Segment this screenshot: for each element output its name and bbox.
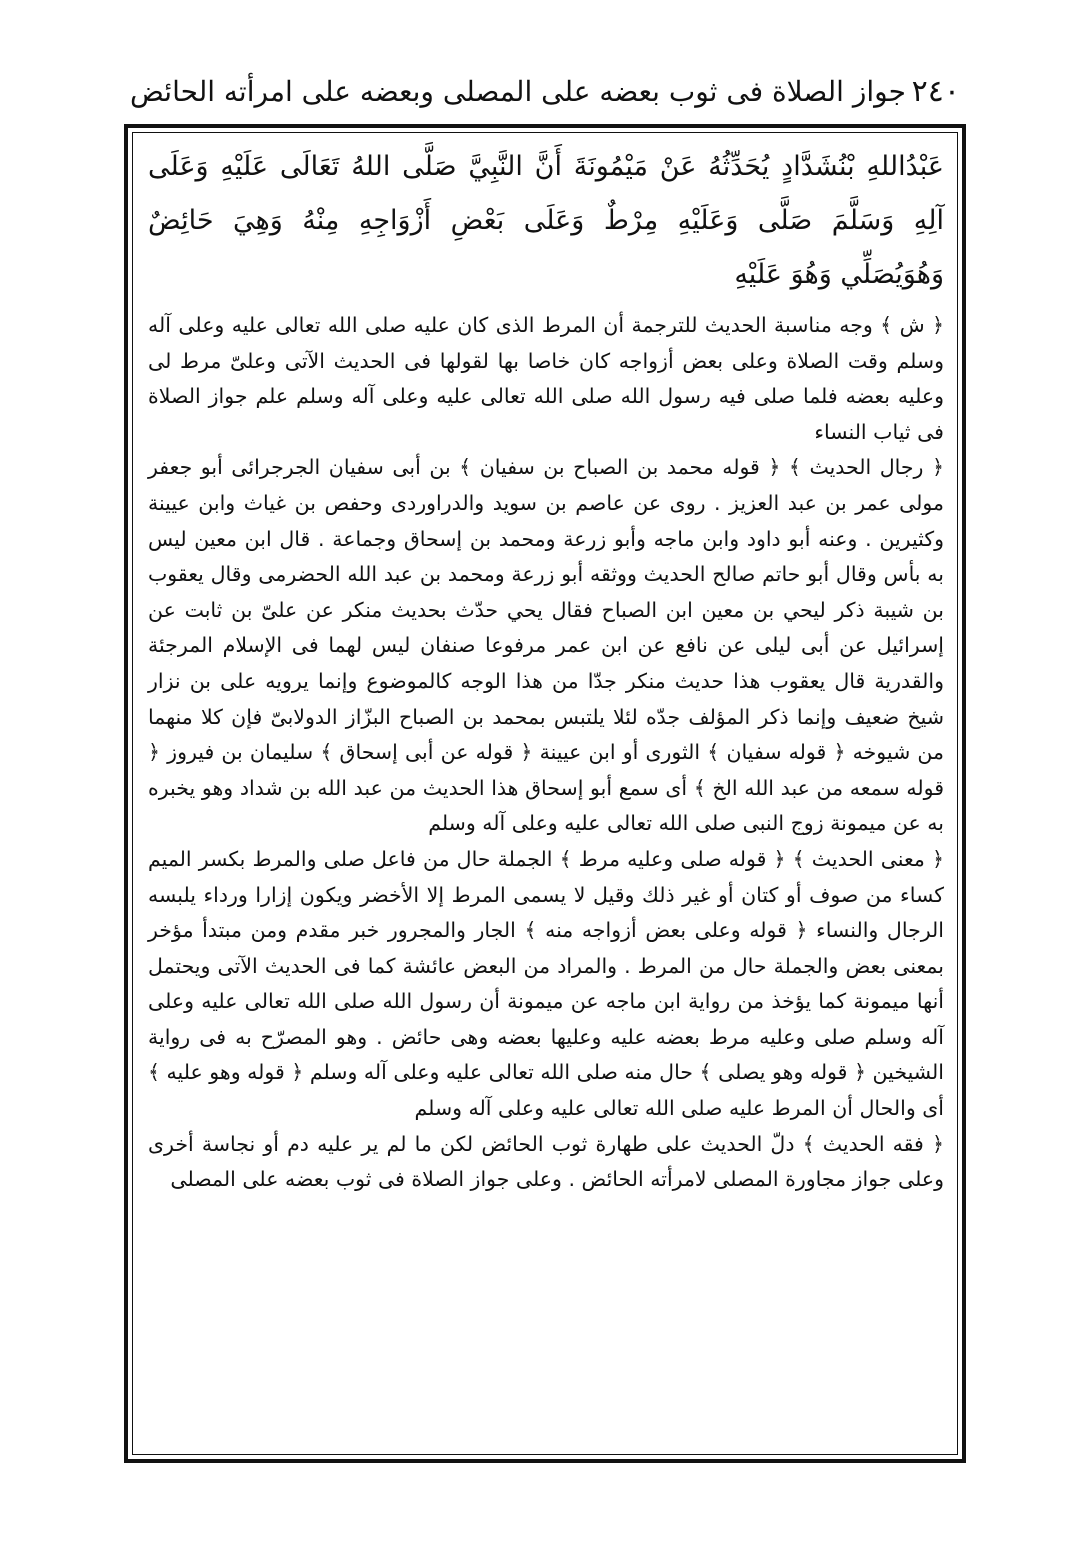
running-title: جواز الصلاة فى ثوب بعضه على المصلى وبعضه على امرأته الحائض xyxy=(130,74,906,108)
commentary-paragraph-meaning: ﴿ معنى الحديث ﴾ ﴿ قوله صلى وعليه مرط ﴾ الجملة حال من فاعل صلى والمرط بكسر الميم كساء من صوف أو كتان أو غير ذلك وقيل لا يسمى المرط إلا الأخضر ويكون إزارا ورداء يلبسه الرجال والنساء ﴿ قوله وعلى بعض أزواجه منه ﴾ الجار والمجرور خبر مقدم ومن مبتدأ مؤخر بمعنى بعض والجملة حال من المرط . والمراد من البعض عائشة كما فى الحديث الآتى ويحتمل أنها ميمونة كما يؤخذ من رواية ابن ماجه عن ميمونة أن رسول الله صلى الله تعالى عليه وعلى آله وسلم صلى وعليه مرط بعضه عليه وعليها بعضه وهى حائض . وهو المصرّح به فى رواية الشيخين ﴿ قوله وهو يصلى ﴾ حال منه صلى الله تعالى عليه وعلى آله وسلم ﴿ قوله وهو عليه ﴾ أى والحال أن المرط عليه صلى الله تعالى عليه وعلى آله وسلم xyxy=(148,846,944,1121)
commentary-paragraph-explanation: ﴿ ش ﴾ وجه مناسبة الحديث للترجمة أن المرط الذى كان عليه صلى الله تعالى عليه وعلى آله وسلم وقت الصلاة وعلى بعض أزواجه كان خاصا بها لقولها فى الحديث الآتى وعلىّ مرط لى وعليه بعضه فلما صلى فيه رسول الله صلى الله تعالى عليه وعلى آله وسلم علم جواز الصلاة فى ثياب النساء xyxy=(148,313,944,444)
commentary-paragraph-narrators: ﴿ رجال الحديث ﴾ ﴿ قوله محمد بن الصباح بن سفيان ﴾ بن أبى سفيان الجرجرائى أبو جعفر مولى عمر بن عبد العزيز . روى عن عاصم بن سويد والدراوردى وحفص بن غياث وابن عيينة وكثيرين . وعنه أبو داود وابن ماجه وأبو زرعة ومحمد بن إسحاق وجماعة . قال ابن معين ليس به بأس وقال أبو حاتم صالح الحديث ووثقه أبو زرعة ومحمد بن عبد الله الحضرمى وقال يعقوب بن شيبة ذكر ليحي بن معين ابن الصباح فقال يحي حدّث بحديث منكر عن علىّ بن ثابت عن إسرائيل عن أبى ليلى عن نافع عن ابن عمر مرفوعا صنفان ليس لهما فى الإسلام المرجئة والقدرية قال يعقوب هذا حديث منكر جدّا من هذا الوجه كالموضوع وإنما يرويه على بن نزار شيخ ضعيف وإنما ذكر المؤلف جدّه لئلا يلتبس بمحمد بن الصباح البزّاز الدولابىّ فإن كلا منهما من شيوخه ﴿ قوله سفيان ﴾ الثورى أو ابن عيينة ﴿ قوله عن أبى إسحاق ﴾ سليمان بن فيروز ﴿ قوله سمعه من عبد الله الخ ﴾ أى سمع أبو إسحاق هذا الحديث من عبد الله بن شداد وهو يخبره به عن ميمونة زوج النبى صلى الله تعالى عليه وعلى آله وسلم xyxy=(148,455,944,836)
hadith-text: عَبْدُاللهِ بْنُشَدَّادٍ يُحَدِّثُهُ عَنْ مَيْمُونَةَ أَنَّ النَّبِيَّ صَلَّى اللهُ تَعَالَى عَلَيْهِ وَعَلَى آلِهِ وَسَلَّمَ صَلَّى وَعَلَيْهِ مِرْطٌ وَعَلَى بَعْضِ أَزْوَاجِهِ مِنْهُ وَهِيَ حَائِضٌ وَهُوَيُصَلِّي وَهُوَ عَلَيْهِ xyxy=(148,151,944,290)
page-content xyxy=(148,140,944,1198)
commentary-paragraph-jurisprudence: ﴿ فقه الحديث ﴾ دلّ الحديث على طهارة ثوب الحائض لكن ما لم ير عليه دم أو نجاسة أخرى وعلى جواز مجاورة المصلى لامرأته الحائض . وعلى جواز الصلاة فى ثوب بعضه على المصلى xyxy=(148,1131,944,1192)
commentary xyxy=(148,308,944,1198)
page-header xyxy=(130,66,960,116)
page-number: ٢٤٠ xyxy=(911,73,960,109)
